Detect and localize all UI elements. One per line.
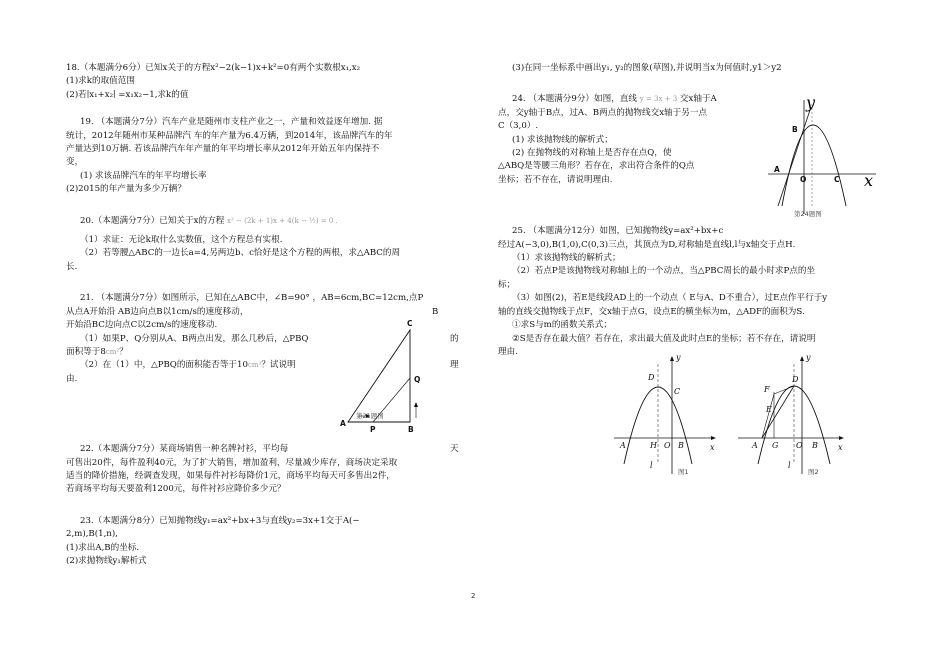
q25-part2a: （2）若点P是该抛物线对称轴l上的一个动点，当△PBC周长的最小时求P点的坐	[512, 266, 816, 277]
q22-line1-tail: 天	[450, 444, 459, 455]
fig2-label-y: y	[806, 353, 811, 362]
question-18	[66, 62, 460, 102]
q21-caption: 第21题图	[356, 412, 384, 420]
q23-part2: (2)求抛物线y₁解析式	[66, 555, 147, 566]
q18-part2: (2)若∣x₁+x₂∣ =x₁x₂−1,求k的值	[66, 89, 189, 100]
fig2-segment-fd	[774, 386, 794, 394]
q21-figure	[338, 318, 428, 442]
q21-line1: 21. （本题满分7分）如图所示，已知在△ABC中，∠B=90° ，AB=6cm,BC=12cm,点P	[80, 293, 424, 304]
q23-part3: (3)在同一坐标系中画出y₁, y₂的图象(草图),并说明当x为何值时,y1＞y2	[512, 63, 782, 73]
label-p: P	[370, 425, 376, 434]
fig2-caption: 图2	[808, 468, 819, 476]
question-23	[66, 515, 460, 569]
fig1-label-x: x	[710, 443, 715, 452]
fig1-y-arrow	[670, 356, 674, 361]
question-19	[66, 116, 460, 196]
q24-label-x: x	[864, 171, 874, 190]
q19-part1: (1) 求该品牌汽车的年平均增长率	[80, 170, 207, 181]
q21-part2a: （2）在（1）中，△PBQ的面积能否等于10	[80, 360, 248, 371]
q24-line3: C（3,0）.	[498, 121, 539, 132]
q22-line3: 适当的降价措施，经调查发现，如果每件衬衫每降价1元，商场平均每天可多售出2件，	[66, 470, 395, 481]
q20-part1: （1）求证：无论k取什么实数值，这个方程总有实根.	[80, 235, 283, 246]
q24-line1: 24. （本题满分9分）如图，直线	[512, 94, 637, 105]
fig2-segment-af	[762, 394, 774, 438]
fig1-label-c: C	[674, 387, 681, 396]
q25-figure-2	[736, 352, 848, 476]
q25-part3d: ②S是否存在最大值？若存在，求出最大值及此时点E的坐标；若不存在，请说明	[512, 333, 816, 344]
q21-line3: 开始沿BC边向点C以2cm/s的速度移动.	[66, 320, 218, 331]
page-number: 2	[471, 592, 476, 600]
fig2-label-d: D	[792, 375, 799, 384]
q20-part2a: （2）若等腰△ABC的一边长a=4,另两边b、c恰好是这个方程的两根，求△ABC的周	[80, 248, 401, 259]
q25-part3c: ①求S与m的函数关系式；	[512, 320, 612, 331]
q20-part2b: 长.	[66, 261, 78, 272]
q23-line2: 2,m),B(1,n),	[66, 529, 118, 540]
q24-label-y: y	[806, 94, 816, 112]
q24-line2: 点，交y轴于B点，过A、B两点的抛物线交x轴于另一点	[498, 107, 708, 118]
q18-part1: (1)求k的取值范围	[66, 76, 135, 87]
left-column	[66, 62, 460, 568]
q25-line2: 经过A(−3,0),B(1,0),C(0,3)三点，其顶点为D,对称轴是直线l,l与x轴交于点H.	[498, 239, 796, 250]
fig2-label-g: G	[772, 441, 779, 450]
fig2-x-arrow	[839, 436, 844, 440]
q24-caption: 第24题图	[794, 210, 822, 218]
q25-part3b: 轴的直线交抛物线于点F，交x轴于点G，设点E的横坐标为m，△ADF的面积为S.	[498, 306, 805, 317]
q19-line2: 统计，2012年随州市某种品牌汽 车的年产量为6.4万辆，到2014年，该品牌汽车的年	[66, 130, 393, 141]
q21-line2-tail: B	[432, 306, 439, 317]
fig2-label-l: l	[788, 461, 791, 470]
fig1-label-l: l	[650, 461, 653, 470]
q21-part1b: 的	[450, 333, 459, 344]
q24-part1: (1) 求该抛物线的解析式；	[512, 134, 613, 145]
fig1-caption: 图1	[678, 468, 689, 476]
q24-label-c: C	[834, 175, 840, 184]
q22-line4: 若商场平均每天要盈利1200元，每件衬衫应降价多少元？	[66, 484, 286, 495]
q25-part3a: （3）如图(2)，若E是线段AD上的一个动点（ E与A、D不重合），过E点作平行于y	[512, 293, 828, 304]
q19-line1: 19. （本题满分7分）汽车产业是随州市支柱产业之一，产量和效益逐年增加. 据	[80, 117, 383, 128]
q24-figure	[764, 94, 882, 218]
arrowhead-q	[414, 402, 418, 407]
q25-line1: 25. （本题满分12分）如图，已知抛物线y=ax²+bx+c	[512, 226, 724, 237]
q24-label-b: B	[792, 125, 798, 134]
q21-part2c: 理	[450, 360, 459, 371]
fig1-label-b: B	[678, 441, 684, 450]
q21-part1c: 面积等于8	[66, 346, 106, 357]
q24-label-o: O	[800, 175, 807, 184]
label-a: A	[340, 419, 346, 428]
q25-part2b: 标；	[498, 279, 516, 290]
q21-part2b: ？试说明	[261, 360, 296, 371]
q24-part2a: (2) 在抛物线的对称轴上是否存在点Q，使	[512, 148, 672, 159]
q25-part1: （1）求该抛物线的解析式；	[512, 253, 621, 264]
q25-figure-1	[612, 352, 720, 476]
question-22	[66, 443, 460, 497]
q19-part2: (2)2015的年产量为多少万辆？	[66, 184, 186, 195]
question-25	[498, 225, 890, 359]
q23-line1: 23.（本题满分8分）已知抛物线y₁=ax²+bx+3与直线y₂=3x+1交于A(−	[80, 515, 360, 526]
q25-part3e: 理由.	[498, 346, 518, 357]
q19-line3: 产量达到10万辆. 若该品牌汽车年产量的年平均增长率从2012年开始五年内保持不	[66, 144, 380, 155]
q20-equation: x² − (2k + 1)x + 4(k − ½) = 0 .	[227, 216, 338, 225]
q18-title: 18.（本题满分6分）已知x关于的方程x²−2(k−1)x+k²=0有两个实数根x₁,x₂	[66, 63, 361, 73]
fig1-x-arrow	[711, 436, 716, 440]
fig2-label-a: A	[752, 441, 758, 450]
fig2-label-e: E	[766, 405, 772, 414]
q21-part2d: 由.	[66, 373, 78, 384]
q23-part1: (1)求出A,B的坐标.	[66, 542, 140, 553]
fig1-label-d: D	[648, 373, 655, 382]
q20-title: 20.（本题满分7分）已知关于x的方程	[80, 215, 225, 226]
q21-line2: 从点A开始沿 AB边向点B以1cm/s的速度移动，	[66, 306, 249, 317]
q24-line-eq: y = 3x + 3	[639, 95, 678, 104]
fig1-label-h: H	[650, 441, 657, 450]
fig1-label-a: A	[620, 441, 626, 450]
question-20	[66, 215, 460, 275]
q21-unit1: cm²	[105, 347, 120, 356]
fig2-y-arrow	[800, 356, 804, 361]
triangle-abc	[348, 330, 410, 422]
q21-unit2: cm²	[247, 361, 262, 370]
q24-part2c: 坐标；若不存在，请说明理由.	[498, 174, 613, 185]
q22-line2: 可售出20件，每件盈利40元，为了扩大销售，增加盈利，尽量减少库存，商场决定采取	[66, 457, 398, 468]
fig2-label-x: x	[838, 443, 843, 452]
q22-line1: 22.（本题满分7分）某商场销售一种名牌衬衫，平均每	[80, 444, 289, 455]
fig1-label-y: y	[676, 353, 681, 362]
fig1-label-o: O	[664, 441, 671, 450]
q24-label-a: A	[774, 165, 780, 174]
fig2-label-b: B	[812, 441, 818, 450]
fig2-label-o: O	[796, 441, 803, 450]
q21-part1d: ？	[119, 346, 128, 357]
q24-line1b: 交x轴于A	[679, 94, 717, 105]
label-q: Q	[414, 375, 421, 384]
fig2-label-f: F	[764, 385, 770, 394]
label-b: B	[408, 425, 414, 434]
q21-part1a: （1）如果P、Q分别从A、B两点出发，那么几秒后，△PBQ	[80, 333, 309, 344]
label-c: C	[407, 319, 413, 328]
q19-line4: 变，	[66, 157, 84, 168]
q24-part2b: △ABQ是等腰三角形？若存在，求出符合条件的Q点	[498, 161, 695, 172]
